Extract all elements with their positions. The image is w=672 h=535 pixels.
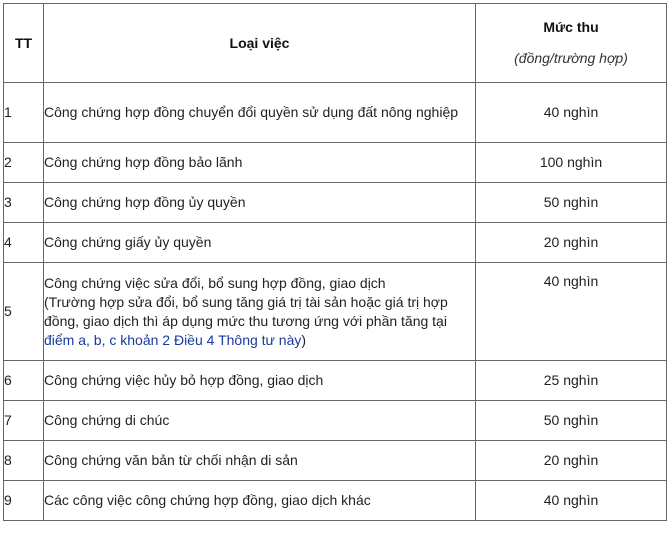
- table-row: [4, 441, 667, 481]
- row-task: Các công việc công chứng hợp đồng, giao dịch khác: [44, 481, 476, 521]
- table-row: [4, 223, 667, 263]
- row-task: Công chứng văn bản từ chối nhận di sản: [44, 441, 476, 481]
- row-number: 5: [4, 263, 44, 361]
- row-fee: 40 nghìn: [476, 263, 667, 361]
- row-fee: 100 nghìn: [476, 143, 667, 183]
- table-row: [4, 361, 667, 401]
- row-number: 6: [4, 361, 44, 401]
- legal-reference-link[interactable]: điểm a, b, c khoản 2 Điều 4 Thông tư này: [44, 331, 302, 348]
- row-fee: 50 nghìn: [476, 183, 667, 223]
- header-fee-title: Mức thu: [543, 19, 599, 35]
- notary-fee-table: [3, 3, 667, 521]
- table-row: [4, 401, 667, 441]
- table-row: [4, 143, 667, 183]
- row-task: Công chứng việc hủy bỏ hợp đồng, giao dịch: [44, 361, 476, 401]
- header-task: Loại việc: [44, 4, 476, 83]
- row-number: 4: [4, 223, 44, 263]
- table-header-row: [4, 4, 667, 83]
- row-fee: 25 nghìn: [476, 361, 667, 401]
- row-task-note-end: ): [301, 331, 307, 348]
- header-fee-unit: (đồng/trường hợp): [514, 50, 628, 66]
- row-fee: 20 nghìn: [476, 441, 667, 481]
- row-number: 1: [4, 83, 44, 143]
- row-fee: 40 nghìn: [476, 481, 667, 521]
- row-task: Công chứng hợp đồng ủy quyền: [44, 183, 476, 223]
- row-number: 7: [4, 401, 44, 441]
- row-number: 8: [4, 441, 44, 481]
- row-fee: 20 nghìn: [476, 223, 667, 263]
- row-fee: 40 nghìn: [476, 83, 667, 143]
- row-task: Công chứng hợp đồng bảo lãnh: [44, 143, 476, 183]
- row-task-main: Công chứng việc sửa đổi, bổ sung hợp đồng, giao dịch: [44, 274, 386, 291]
- table-row: [4, 481, 667, 521]
- row-task: Công chứng hợp đồng chuyển đổi quyền sử dụng đất nông nghiệp: [44, 83, 476, 143]
- row-number: 3: [4, 183, 44, 223]
- row-fee: 50 nghìn: [476, 401, 667, 441]
- row-task: Công chứng giấy ủy quyền: [44, 223, 476, 263]
- row-task: Công chứng di chúc: [44, 401, 476, 441]
- header-fee: [476, 4, 667, 83]
- row-task: [44, 263, 476, 361]
- row-task-note: (Trường hợp sửa đổi, bổ sung tăng giá trị tài sản hoặc giá trị hợp đồng, giao dịch thì áp dụng mức thu tương ứng với phần tăng tại: [44, 293, 448, 329]
- table-row: [4, 263, 667, 361]
- table-row: [4, 183, 667, 223]
- header-tt: TT: [4, 4, 44, 83]
- row-number: 2: [4, 143, 44, 183]
- table-row: [4, 83, 667, 143]
- row-number: 9: [4, 481, 44, 521]
